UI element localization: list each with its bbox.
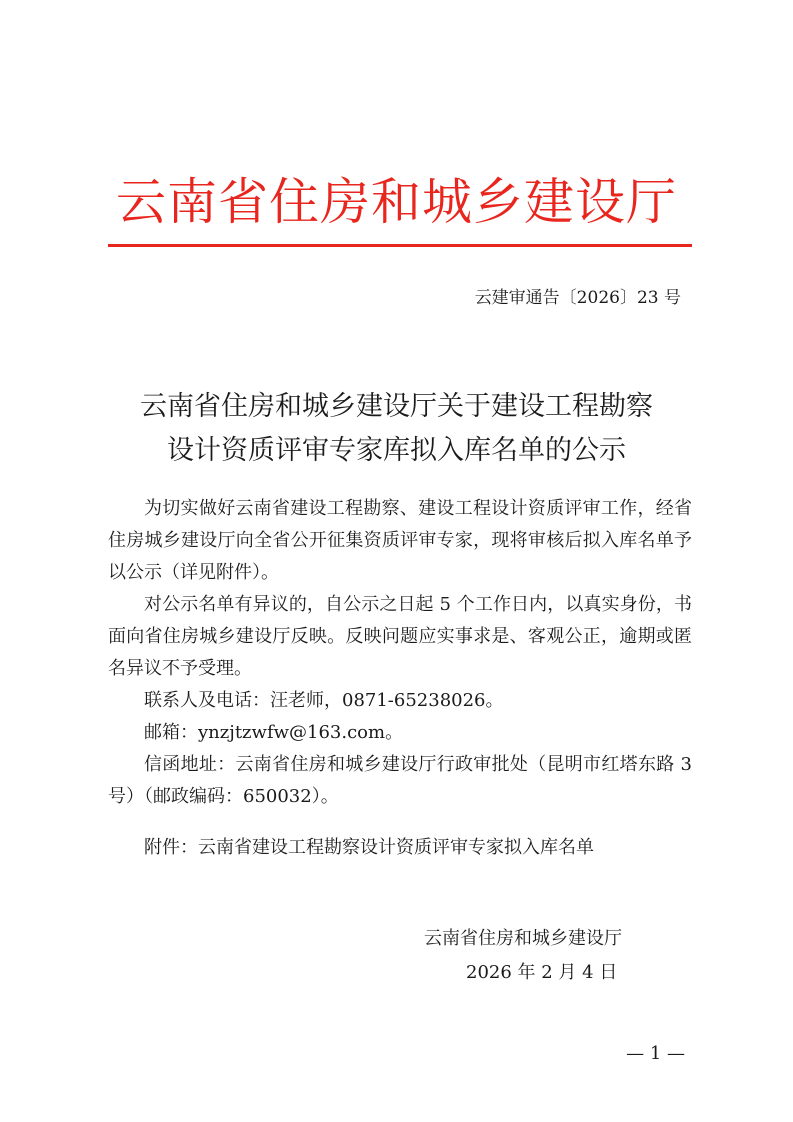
notice-title-line-2: 设计资质评审专家库拟入库名单的公示 [167,435,626,466]
page-number: — 1 — [626,1043,685,1064]
notice-title [0,385,793,473]
body-paragraph-objection: 对公示名单有异议的，自公示之日起 5 个工作日内，以真实身份，书面向省住房城乡建设厅反映。反映问题应实事求是、客观公正，逾期或匿名异议不予受理。 [108,594,692,679]
issuing-authority-header: 云南省住房和城乡建设厅 [116,173,677,231]
signature-organization: 云南省住房和城乡建设厅 [424,928,622,949]
body-paragraph-email: 邮箱：ynzjtzwfw@163.com。 [144,722,404,743]
notice-body [108,493,692,813]
attachment-note: 附件：云南省建设工程勘察设计资质评审专家拟入库名单 [144,837,594,858]
red-header-rule [108,244,692,247]
body-paragraph-contact: 联系人及电话：汪老师，0871-65238026。 [144,690,504,711]
document-number: 云建审通告〔2026〕23 号 [474,288,681,308]
body-paragraph-address: 信函地址：云南省住房和城乡建设厅行政审批处（昆明市红塔东路 3 号）（邮政编码：650032）。 [108,754,692,807]
body-paragraph-purpose: 为切实做好云南省建设工程勘察、建设工程设计资质评审工作，经省住房城乡建设厅向全省公开征集资质评审专家，现将审核后拟入库名单予以公示（详见附件）。 [108,498,692,583]
notice-title-line-1: 云南省住房和城乡建设厅关于建设工程勘察 [140,391,653,422]
signature-block [424,922,622,990]
signature-date: 2026 年 2 月 4 日 [466,962,618,983]
